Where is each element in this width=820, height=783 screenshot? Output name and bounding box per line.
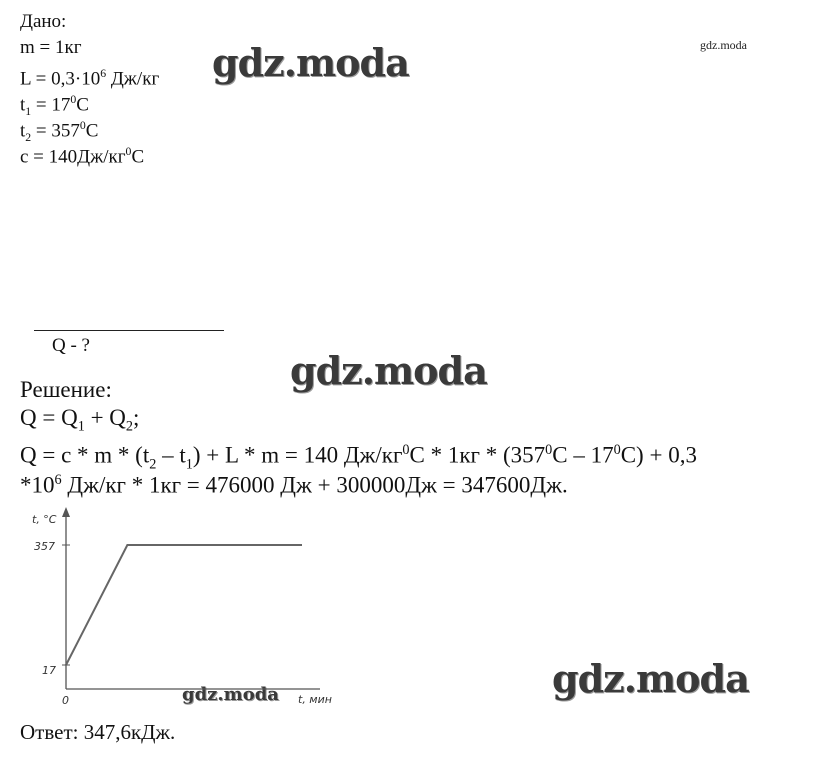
watermark-corner: gdz.moda [700, 38, 747, 52]
watermark-chart: gdz.moda [182, 684, 279, 705]
watermark-top: gdz.moda [212, 40, 409, 85]
watermark-bottom: gdz.moda [552, 656, 749, 701]
given-t1: $t_1 = 17^0C$ [20, 93, 89, 119]
solution-equation-3: $*10^6$ Дж/кг * 1кг = 476000 Дж + 300000Дж = 347600Дж. [20, 472, 568, 498]
given-specific-heat: $c = 140Дж/кг^0C$ [20, 145, 145, 168]
temperature-series-line [66, 545, 302, 665]
solution-equation-1: $Q = Q_1 + Q_2$; [20, 405, 140, 435]
solution-equation-2: $Q = c * m * (t_2 - t_1) + L * m = 140$ $Дж/кг^0C * 1кг * (357^0C - 17^0C) + 0,3$ [20, 442, 697, 473]
temperature-chart [20, 505, 350, 710]
y-tick-17: 17 [42, 664, 56, 677]
y-tick-357: 357 [34, 540, 55, 553]
solution-heading: Решение: [20, 377, 112, 402]
y-axis-label: t, °C [32, 513, 57, 526]
x-axis-label: t, мин [298, 693, 332, 706]
given-divider [34, 330, 224, 331]
given-mass: m = 1кг [20, 37, 82, 58]
find-label: Q - ? [52, 335, 90, 356]
answer: Ответ: 347,6кДж. [20, 720, 176, 744]
given-t2: $t_2 = 357^0C$ [20, 119, 99, 145]
x-tick-0: 0 [62, 694, 69, 707]
watermark-middle: gdz.moda [290, 348, 487, 393]
y-axis-arrow [62, 507, 70, 517]
given-latent-heat: $L = 0,3\cdot 10^6$ Дж/кг [20, 67, 160, 90]
given-heading: Дано: [20, 11, 67, 32]
